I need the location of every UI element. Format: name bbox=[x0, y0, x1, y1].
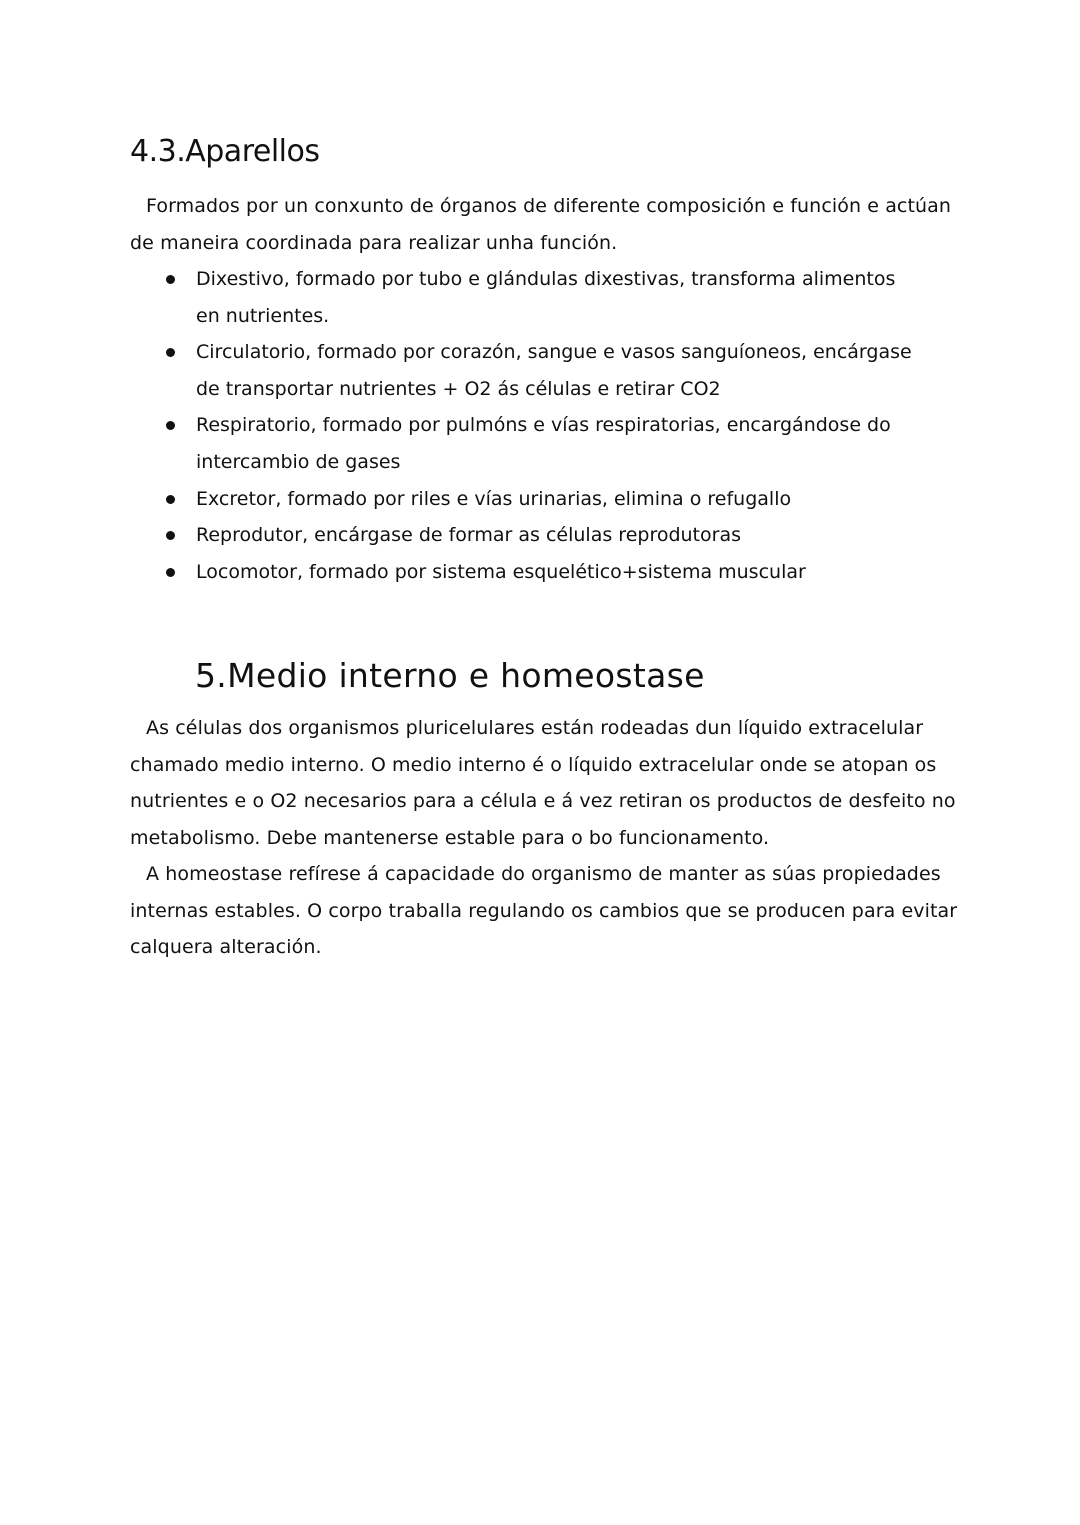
paragraph-aparellos-intro bbox=[130, 188, 960, 261]
list-item-text: Reprodutor, encárgase de formar as células reprodutoras bbox=[196, 524, 741, 547]
bullet-icon bbox=[166, 531, 175, 540]
paragraph-medio-interno bbox=[130, 710, 960, 856]
list-item bbox=[160, 517, 920, 554]
bullet-icon bbox=[166, 348, 175, 357]
paragraph-medio-interno-text: As células dos organismos pluricelulares están rodeadas dun líquido extracelular chamado medio interno. O medio interno é o líquido extracelular onde se atopan os nutrientes e o O2 necesarios para a célula e á vez retiran os productos de desfeito no metabolismo. Debe mantenerse estable para o bo funcionamento. bbox=[130, 717, 956, 849]
list-item-text: Dixestivo, formado por tubo e glándulas dixestivas, transforma alimentos en nutrientes. bbox=[196, 268, 896, 327]
section-heading-medio-interno: 5.Medio interno e homeostase bbox=[195, 656, 705, 695]
bullet-icon bbox=[166, 421, 175, 430]
organ-systems-list bbox=[160, 261, 920, 590]
list-item-text: Respiratorio, formado por pulmóns e vías respiratorias, encargándose do intercambio de gases bbox=[196, 414, 891, 473]
list-item-text: Circulatorio, formado por corazón, sangue e vasos sanguíoneos, encárgase de transportar nutrientes + O2 ás células e retirar CO2 bbox=[196, 341, 912, 400]
bullet-icon bbox=[166, 495, 175, 504]
list-item bbox=[160, 261, 920, 334]
list-item bbox=[160, 407, 920, 480]
bullet-icon bbox=[166, 275, 175, 284]
list-item-text: Excretor, formado por riles e vías urinarias, elimina o refugallo bbox=[196, 487, 792, 510]
list-item bbox=[160, 554, 920, 591]
paragraph-aparellos-intro-text: Formados por un conxunto de órganos de diferente composición e función e actúan de maneira coordinada para realizar unha función. bbox=[130, 195, 952, 254]
paragraph-homeostase bbox=[130, 856, 960, 966]
bullet-icon bbox=[166, 568, 175, 577]
list-item-text: Locomotor, formado por sistema esquelético+sistema muscular bbox=[196, 560, 806, 583]
paragraph-homeostase-text: A homeostase refírese á capacidade do organismo de manter as súas propiedades internas estables. O corpo traballa regulando os cambios que se producen para evitar calquera alteración. bbox=[130, 863, 958, 959]
list-item bbox=[160, 334, 920, 407]
list-item bbox=[160, 481, 920, 518]
section-heading-aparellos: 4.3.Aparellos bbox=[130, 134, 320, 169]
